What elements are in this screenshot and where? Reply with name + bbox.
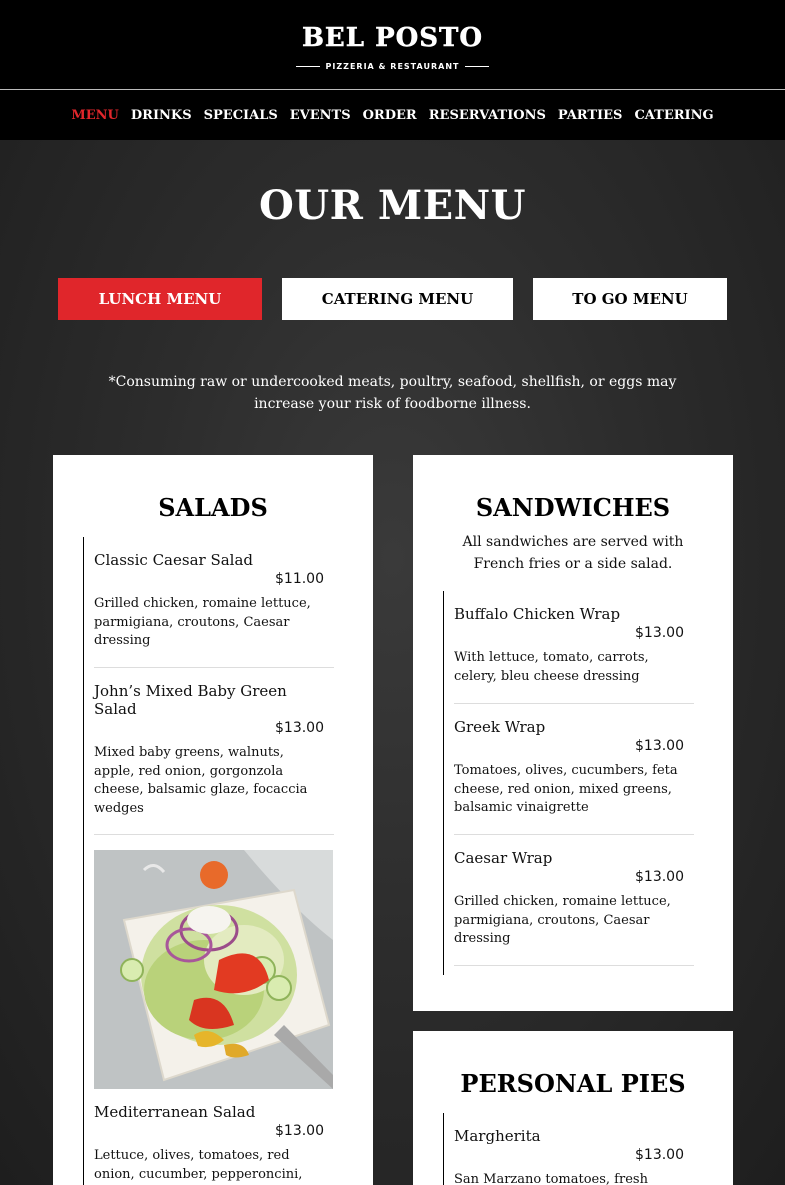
- item-price: $13.00: [635, 869, 684, 885]
- brand-logo[interactable]: [0, 24, 785, 71]
- tab-lunch-menu[interactable]: LUNCH MENU: [58, 278, 262, 320]
- item-separator: [454, 965, 694, 966]
- item-name: Margherita: [454, 1127, 541, 1145]
- item-desc: With lettuce, tomato, carrots, celery, bleu cheese dressing: [454, 650, 649, 684]
- item-separator: [454, 834, 694, 835]
- sandwiches-subtitle: All sandwiches are served with French fries or a side salad.: [462, 534, 684, 572]
- menu-item-margherita[interactable]: [454, 1127, 694, 1185]
- brand-tagline: PIZZERIA & RESTAURANT: [325, 61, 460, 71]
- item-separator: [454, 703, 694, 704]
- menu-item-caesar-wrap[interactable]: [454, 849, 694, 949]
- menu-item-buffalo-chicken-wrap[interactable]: [454, 605, 694, 686]
- logo-rule-right: [465, 66, 489, 67]
- brand-name: BEL POSTO: [301, 23, 484, 53]
- logo-rule-left: [296, 66, 320, 67]
- nav-reservations[interactable]: RESERVATIONS: [428, 107, 546, 123]
- menu-item-classic-caesar[interactable]: [94, 551, 334, 651]
- item-separator: [94, 667, 334, 668]
- salad-photo-icon: [94, 850, 333, 1089]
- personal-pies-divider-line: [443, 1113, 444, 1185]
- item-price: $11.00: [275, 571, 324, 587]
- salads-title: SALADS: [158, 493, 268, 522]
- nav-drinks[interactable]: DRINKS: [130, 107, 192, 123]
- item-desc: Grilled chicken, romaine lettuce, parmigiana, croutons, Caesar dressing: [454, 894, 671, 946]
- tab-to-go-menu[interactable]: TO GO MENU: [533, 278, 727, 320]
- salads-divider-line: [83, 537, 84, 1185]
- tab-catering-menu[interactable]: CATERING MENU: [282, 278, 513, 320]
- item-name: Classic Caesar Salad: [94, 551, 254, 569]
- item-name: Caesar Wrap: [454, 849, 553, 867]
- nav-events[interactable]: EVENTS: [289, 107, 351, 123]
- salad-photo: [94, 850, 333, 1089]
- sandwiches-card: [413, 455, 733, 1011]
- salads-card: [53, 455, 373, 1185]
- item-price: $13.00: [635, 625, 684, 641]
- sandwiches-title: SANDWICHES: [475, 493, 671, 522]
- nav-specials[interactable]: SPECIALS: [203, 107, 278, 123]
- nav-menu[interactable]: MENU: [71, 107, 119, 123]
- main-nav: [0, 89, 785, 140]
- menu-item-greek-wrap[interactable]: [454, 718, 694, 818]
- menu-item-mediterranean[interactable]: [94, 1103, 334, 1184]
- page-title: OUR MENU: [258, 182, 527, 229]
- personal-pies-title: PERSONAL PIES: [460, 1069, 686, 1098]
- item-price: $13.00: [275, 1123, 324, 1139]
- item-desc: Tomatoes, olives, cucumbers, feta cheese, red onion, mixed greens, balsamic vinaigrette: [454, 763, 678, 815]
- item-name: Greek Wrap: [454, 718, 546, 736]
- brand-tagline-row: [296, 63, 490, 71]
- item-name: Mediterranean Salad: [94, 1103, 256, 1121]
- menu-item-mixed-baby-green[interactable]: [94, 682, 334, 818]
- nav-order[interactable]: ORDER: [362, 107, 417, 123]
- sandwiches-divider-line: [443, 591, 444, 975]
- item-desc: San Marzano tomatoes, fresh: [454, 1172, 648, 1185]
- item-desc: Lettuce, olives, tomatoes, red onion, cucumber, pepperoncini,: [94, 1148, 303, 1182]
- item-name: John’s Mixed Baby Green Salad: [94, 682, 287, 718]
- nav-parties[interactable]: PARTIES: [557, 107, 623, 123]
- item-desc: Mixed baby greens, walnuts, apple, red onion, gorgonzola cheese, balsamic glaze, focaccia wedges: [94, 745, 308, 816]
- item-price: $13.00: [635, 1147, 684, 1163]
- item-price: $13.00: [275, 720, 324, 736]
- food-safety-notice: *Consuming raw or undercooked meats, poultry, seafood, shellfish, or eggs may increase your risk of foodborne illness.: [108, 374, 677, 412]
- item-desc: Grilled chicken, romaine lettuce, parmigiana, croutons, Caesar dressing: [94, 596, 311, 648]
- personal-pies-card: [413, 1031, 733, 1185]
- item-name: Buffalo Chicken Wrap: [454, 605, 621, 623]
- nav-catering[interactable]: CATERING: [634, 107, 714, 123]
- item-separator: [94, 834, 334, 835]
- item-price: $13.00: [635, 738, 684, 754]
